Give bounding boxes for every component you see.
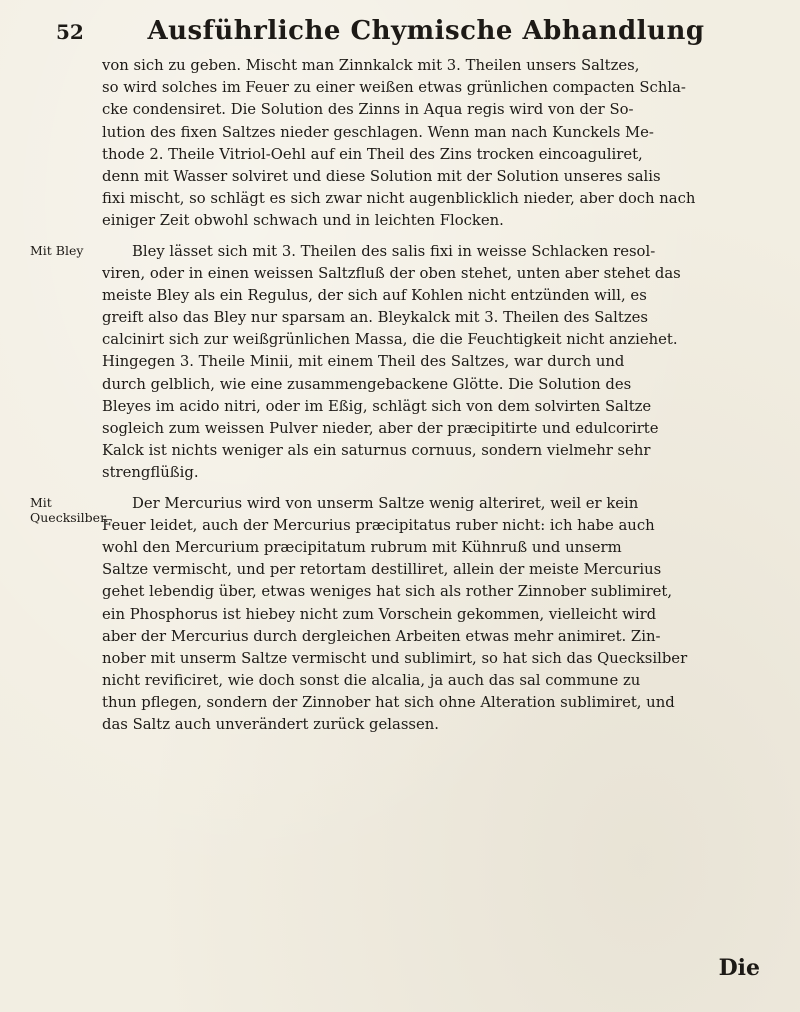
text-line: das Saltz auch unverändert zurück gelassen.: [102, 716, 439, 734]
paragraph: [30, 493, 760, 737]
text-line: nober mit unserm Saltze vermischt und sublimirt, so hat sich das Quecksilber: [102, 649, 688, 667]
text-line: meiste Bley als ein Regulus, der sich auf Kohlen nicht entzünden will, es: [102, 286, 647, 304]
text-line: Feuer leidet, auch der Mercurius præcipitatus ruber nicht: ich habe auch: [102, 516, 655, 534]
text-line: strengflüßig.: [102, 464, 199, 482]
text-line: aber der Mercurius durch dergleichen Arbeiten etwas mehr animiret. Zin-: [102, 627, 661, 645]
paragraph-lines: [102, 241, 760, 485]
running-head: Ausführliche Chymische Abhandlung: [147, 16, 705, 46]
page-number: 52: [56, 20, 84, 44]
paragraph: [30, 241, 760, 485]
text-line: nicht revificiret, wie doch sonst die alcalia, ja auch das sal commune zu: [102, 672, 641, 690]
text-line: Kalck ist nichts weniger als ein saturnus cornuus, sondern vielmehr sehr: [102, 442, 651, 460]
text-line: greift also das Bley nur sparsam an. Bleykalck mit 3. Theilen des Saltzes: [102, 309, 648, 327]
text-line: Bley lässet sich mit 3. Theilen des salis fixi in weisse Schlacken resol-: [132, 242, 656, 260]
text-line: lution des fixen Saltzes nieder geschlagen. Wenn man nach Kunckels Me-: [102, 123, 654, 141]
text-line: Saltze vermischt, und per retortam destilliret, allein der meiste Mercurius: [102, 561, 662, 579]
text-line: gehet lebendig über, etwas weniges hat sich als rother Zinnober sublimiret,: [102, 583, 673, 601]
margin-note: Mit Bley: [30, 242, 84, 258]
text-line: ein Phosphorus ist hiebey nicht zum Vorschein gekommen, vielleicht wird: [102, 605, 657, 623]
text-line: Der Mercurius wird von unserm Saltze wenig alteriret, weil er kein: [132, 494, 639, 512]
text-line: einiger Zeit obwohl schwach und in leichten Flocken.: [102, 212, 504, 230]
text-line: Bleyes im acido nitri, oder im Eßig, schlägt sich von dem solvirten Saltze: [102, 397, 652, 415]
text-line: durch gelblich, wie eine zusammengebackene Glötte. Die Solution des: [102, 375, 632, 393]
catchword: Die: [718, 955, 760, 981]
text-line: fixi mischt, so schlägt es sich zwar nicht augenblicklich nieder, aber doch nach: [102, 190, 696, 208]
page-header: [56, 14, 746, 48]
text-line: Hingegen 3. Theile Minii, mit einem Theil des Saltzes, war durch und: [102, 353, 625, 371]
text-line: von sich zu geben. Mischt man Zinnkalck mit 3. Theilen unsers Saltzes,: [102, 57, 640, 74]
text-line: so wird solches im Feuer zu einer weißen etwas grünlichen compacten Schla-: [102, 79, 686, 97]
margin-note: Mit Quecksilber.: [30, 494, 109, 525]
paragraph: [30, 55, 760, 233]
text-line: calcinirt sich zur weißgrünlichen Massa, die die Feuchtigkeit nicht anziehet.: [102, 331, 678, 349]
paragraph-lines: [102, 55, 760, 233]
text-line: wohl den Mercurium præcipitatum rubrum mit Kühnruß und unserm: [102, 538, 622, 556]
text-line: denn mit Wasser solviret und diese Solution mit der Solution unseres salis: [102, 167, 661, 185]
text-line: cke condensiret. Die Solution des Zinns in Aqua regis wird von der So-: [102, 101, 634, 119]
text-body: [30, 55, 760, 745]
text-line: thun pflegen, sondern der Zinnober hat sich ohne Alteration sublimiret, und: [102, 694, 675, 712]
paragraph-lines: [102, 493, 760, 737]
text-line: thode 2. Theile Vitriol-Oehl auf ein Theil des Zins trocken eincoaguliret,: [102, 145, 643, 163]
text-line: viren, oder in einen weissen Saltzfluß der oben stehet, unten aber stehet das: [102, 264, 681, 282]
text-line: sogleich zum weissen Pulver nieder, aber der præcipitirte und edulcorirte: [102, 420, 659, 437]
